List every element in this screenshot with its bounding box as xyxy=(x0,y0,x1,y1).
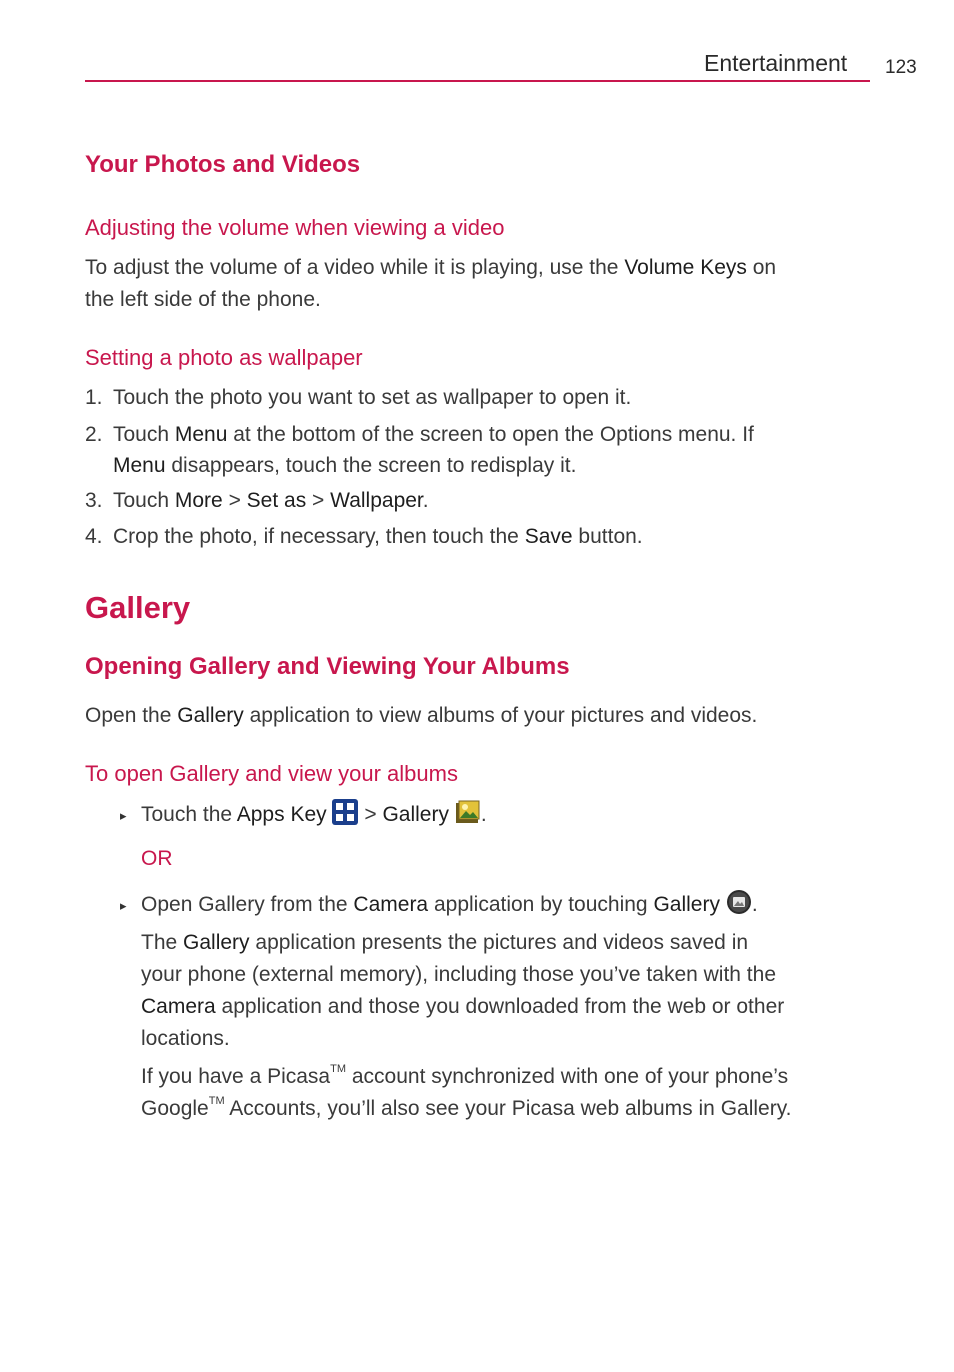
list-item: 2. Touch Menu at the bottom of the screen to open the Options menu. If Menu disappears, touch the screen to redisplay it. xyxy=(85,423,754,477)
gallery-app-icon xyxy=(455,799,481,835)
page-number: 123 xyxy=(885,57,917,78)
bullet-arrow-icon: ▸ xyxy=(120,898,127,913)
paragraph-gallery-intro: Open the Gallery application to view albums of your pictures and videos. xyxy=(85,704,758,727)
header-section-title: Entertainment xyxy=(704,50,848,76)
list-item: ▸ Open Gallery from the Camera application by touching Gallery . xyxy=(120,889,758,925)
chapter-title-gallery: Gallery xyxy=(85,590,191,625)
section-title-opening-gallery: Opening Gallery and Viewing Your Albums xyxy=(85,653,570,680)
list-item: 3. Touch More > Set as > Wallpaper. xyxy=(85,489,429,512)
paragraph-volume: To adjust the volume of a video while it is playing, use the Volume Keys on the left side of the phone. xyxy=(85,256,777,311)
list-item: 4. Crop the photo, if necessary, then touch the Save button. xyxy=(85,525,643,548)
header-divider xyxy=(85,80,870,82)
list-item: 1. Touch the photo you want to set as wallpaper to open it. xyxy=(85,386,632,409)
paragraph-picasa: If you have a Picasa™ account synchronized with one of your phone’s Google™ Accounts, you’ll also see your Picasa web albums in Gallery. xyxy=(141,1063,792,1120)
or-separator: OR xyxy=(141,847,173,870)
apps-key-icon xyxy=(332,799,358,835)
subsection-title-volume: Adjusting the volume when viewing a video xyxy=(85,215,505,240)
bullet-arrow-icon: ▸ xyxy=(120,808,127,823)
gallery-round-icon xyxy=(726,889,752,925)
subsection-title-wallpaper: Setting a photo as wallpaper xyxy=(85,345,363,370)
subsection-title-open-gallery: To open Gallery and view your albums xyxy=(85,761,458,786)
paragraph-gallery-description: The Gallery application presents the pictures and videos saved in your phone (external memory), including those you’ve taken with the Camera application and those you downloaded from the web or other locations. xyxy=(141,931,785,1050)
section-title-photos-videos: Your Photos and Videos xyxy=(85,151,361,178)
list-item: ▸ Touch the Apps Key > Gallery . xyxy=(120,799,487,835)
